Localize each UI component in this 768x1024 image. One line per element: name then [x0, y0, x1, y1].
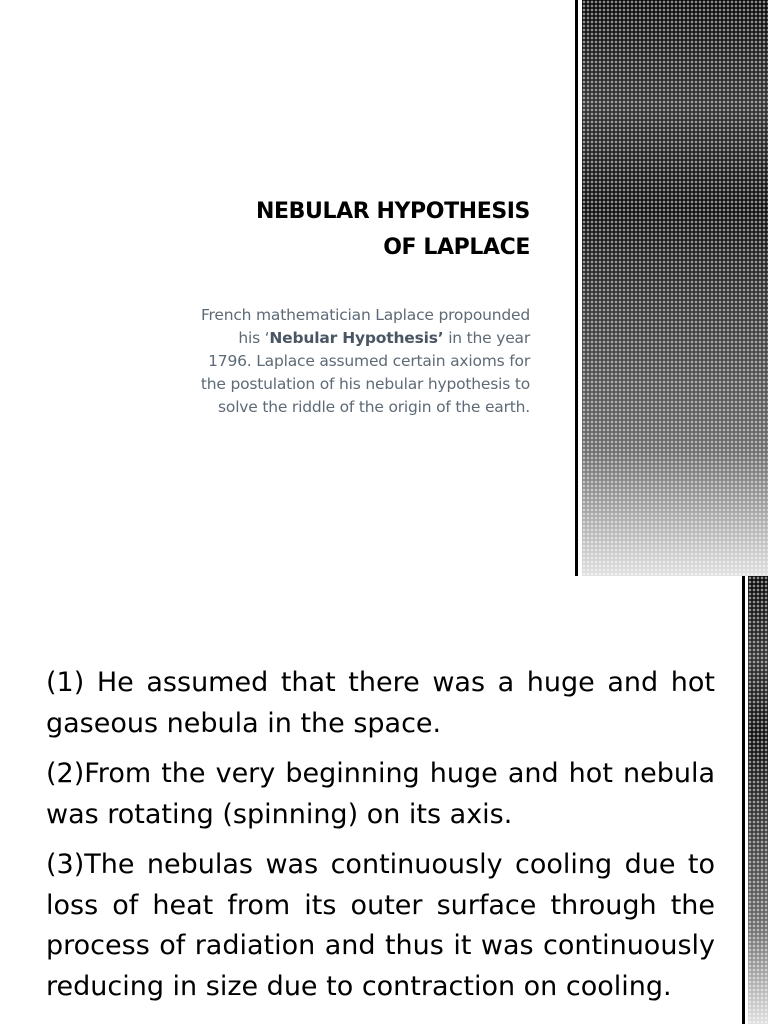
intro-text-part-2: in the year 1796. Laplace assumed certain axioms for the postulation of his nebular hypothesis to solve the riddle of the origin of the earth.	[200, 329, 530, 416]
assumption-item-2: (2)From the very beginning huge and hot nebula was rotating (spinning) on its axis.	[46, 758, 715, 830]
intro-text-part-1: French mathematician Laplace propounded his ‘	[200, 306, 530, 347]
decorative-texture-panel	[745, 576, 768, 1024]
decorative-texture-panel	[578, 0, 768, 576]
slide-laplace-assumptions	[0, 576, 768, 1024]
assumption-item-3: (3)The nebulas was continuously cooling due to loss of heat from its outer surface through the process of radiation and thus it was continuously reducing in size due to contraction on cooling.	[46, 849, 715, 1002]
slide-title-line-2: OF LAPLACE	[383, 235, 530, 260]
assumption-list	[46, 663, 715, 1017]
slide-title-line-1: NEBULAR HYPOTHESIS	[255, 199, 530, 224]
intro-paragraph	[200, 304, 530, 419]
intro-bold-term: Nebular Hypothesis’	[269, 329, 444, 347]
slide-title	[256, 194, 530, 266]
assumption-item-1: (1) He assumed that there was a huge and hot gaseous nebula in the space.	[46, 667, 715, 739]
